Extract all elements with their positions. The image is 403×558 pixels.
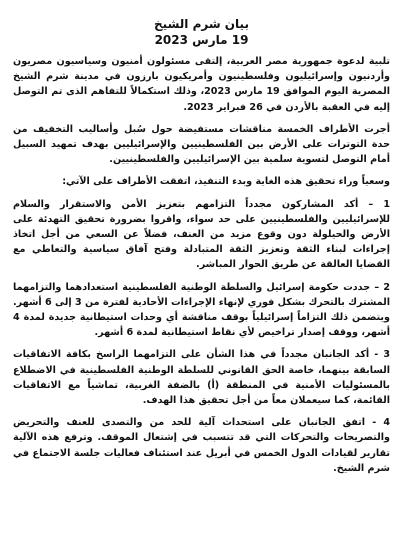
item-text: أكد المشاركون مجدداً التزامهم بتعزيز الأمن والاستقرار والسلام للإسرائيليين والفلسطينيين على حد سواء، واقروا بضرورة تحقيق التهدئة على الأرض والحيلولة دون وقوع مزيد من العنف، فضلاً عن السعي من أجل اتخاذ إجراءات لبناء الثقة وتعزيز الثقة المتبادلة وفتح آفاق سياسية والتعاطي مع القضايا العالقة عن طريق الحوار المباشر.: [13, 198, 390, 271]
agreement-item: [13, 280, 390, 341]
statement-date: 19 مارس 2023: [154, 33, 249, 47]
agreement-item: [13, 415, 390, 476]
agreement-items-list: [13, 197, 390, 476]
item-number: 4 -: [372, 417, 391, 429]
agreement-lead-paragraph: وسعياً وراء تحقيق هذه الغاية وبدء التنفيذ، اتفقت الأطراف على الآتي:: [62, 176, 390, 188]
item-number: 1 –: [368, 198, 390, 210]
agreement-item: [13, 347, 390, 408]
discussion-paragraph: أجرت الأطراف الخمسة مناقشات مستفيضة حول سُبل وأساليب التخفيف من حدة التوترات على الأرض بين الفلسطينيين والإسرائيليين بهدف تمهيد السبيل أمام التوصل لتسوية سلمية بين الإسرائيليين والفلسطينيين.: [13, 123, 390, 166]
item-number: 2 –: [374, 281, 390, 293]
item-text: اتفق الجانبان على استحداث آلية للحد من والتصدى للعنف والتحريض والتصريحات والتحركات التي قد تتسبب في إشتعال الموقف. وترفع هذه الآلية تقارير لقيادات الدول الخمس في أبريل عند استئناف فعاليات جلسة الاجتماع في شرم الشيخ.: [13, 417, 390, 474]
item-text: جددت حكومة إسرائيل والسلطة الوطنية الفلسطينية استعدادهما والتزامهما المشترك بالتحرك بشكل فوري لإنهاء الإجراءات الأحادية لفترة من 3 إلى 6 أشهر. ويتضمن ذلك التزاماً إسرائيلياً بوقف مناقشة أي وحدات استيطانية جديدة لمدة 4 أشهر، ووقف إصدار تراخيص لأي نقاط استيطانية لمدة 6 أشهر.: [13, 281, 390, 339]
item-text: أكد الجانبان مجدداً في هذا الشأن على التزامهما الراسخ بكافة الاتفاقيات السابقة بينهما، خاصة الحق القانوني للسلطة الوطنية الفلسطينية في الاضطلاع بالمسئوليات الأمنية في المنطقة (أ) بالضفة الغربية، تماشياً مع الاتفاقيات القائمة، كما سيعملان معاً من أجل تحقيق هذا الهدف.: [13, 349, 390, 407]
intro-paragraph: تلبية لدعوة جمهورية مصر العربية، إلتقى مسئولون أمنيون وسياسيون مصريون وأردنيون وإسرائيليون وفلسطينيون وأمريكيون بارزون في مدينة شرم الشيخ المصرية اليوم الموافق 19 مارس 2023، وذلك استكمالاً للتفاهم الذى تم التوصل إليه في العقبة بالأردن في 26 فبراير 2023.: [13, 56, 391, 113]
agreement-item: [13, 197, 390, 273]
statement-title: بيان شرم الشيخ: [154, 17, 249, 31]
item-number: 3 -: [374, 349, 390, 361]
